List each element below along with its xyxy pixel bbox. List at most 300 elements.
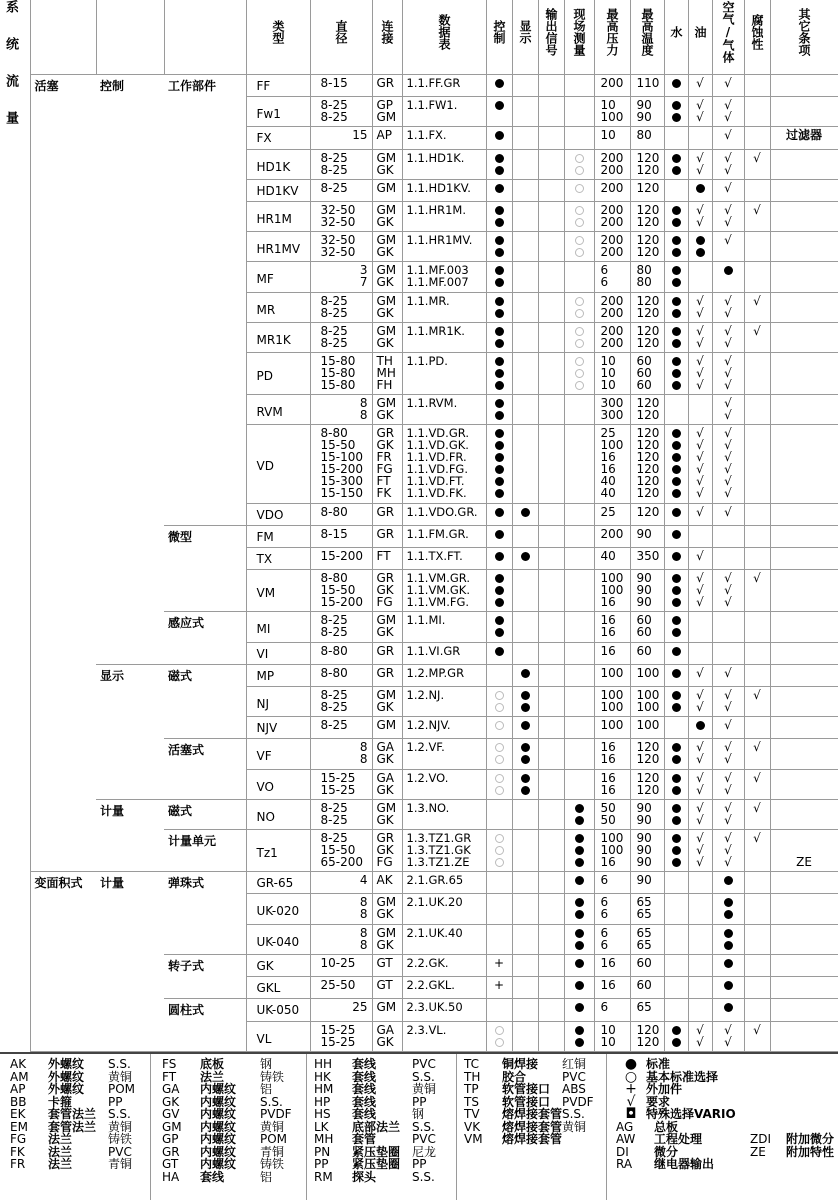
legend-material: 黄铜 xyxy=(108,1069,133,1084)
water-cell xyxy=(664,999,688,1021)
temperature-value: 60 xyxy=(636,643,652,658)
display-cell xyxy=(512,322,538,352)
control-cell xyxy=(486,1021,512,1051)
control-cell xyxy=(486,232,512,262)
connection-code: FH xyxy=(376,378,393,393)
legend-material: 尼龙 xyxy=(412,1144,437,1159)
pressure-cell xyxy=(594,977,630,999)
type-cell: UK-040 xyxy=(246,924,310,954)
other-cell xyxy=(770,75,838,97)
diameter-value: 15-100 xyxy=(320,450,364,465)
optional-circle-icon xyxy=(495,755,504,764)
legend-meaning: 外螺纹 xyxy=(48,1069,85,1084)
diameter-value: 15-80 xyxy=(320,378,356,393)
control-cell xyxy=(486,687,512,717)
temperature-cell xyxy=(630,769,664,799)
diameter-value: 8-25 xyxy=(320,335,348,350)
pressure-cell xyxy=(594,924,630,954)
temperature-value: 90 xyxy=(636,571,652,586)
standard-dot-icon xyxy=(672,647,681,656)
temperature-cell xyxy=(630,642,664,664)
temperature-cell xyxy=(630,548,664,570)
diameter-cell xyxy=(310,830,372,872)
oil-cell xyxy=(688,830,712,872)
oil-cell xyxy=(688,525,712,547)
standard-dot-icon xyxy=(521,552,530,561)
legend-code: BB xyxy=(10,1094,27,1109)
type-cell: FX xyxy=(246,127,310,149)
standard-dot-icon xyxy=(672,248,681,257)
legend-item xyxy=(750,1146,834,1159)
diameter-value: 15-80 xyxy=(320,354,356,369)
diameter-value: 32-50 xyxy=(320,203,356,218)
optional-circle-icon xyxy=(495,858,504,867)
control-cell xyxy=(486,292,512,322)
check-icon: √ xyxy=(724,215,732,230)
control-cell xyxy=(486,322,512,352)
corrosive-cell xyxy=(744,799,770,829)
air-gas-cell xyxy=(712,687,744,717)
standard-dot-icon xyxy=(495,218,504,227)
standard-dot-icon xyxy=(672,236,681,245)
datasheet-ref: 1.1.VD.FT. xyxy=(406,474,465,489)
control-cell xyxy=(486,954,512,976)
standard-dot-icon xyxy=(575,1003,584,1012)
connection-code: GM xyxy=(376,895,397,910)
pressure-value: 200 xyxy=(600,323,624,338)
pressure-value: 100 xyxy=(600,665,624,680)
diameter-cell xyxy=(310,570,372,612)
datasheet-cell xyxy=(402,664,486,686)
diameter-value: 3 xyxy=(359,263,368,278)
legend-code: FK xyxy=(10,1144,25,1159)
air-gas-cell xyxy=(712,232,744,262)
temperature-cell xyxy=(630,924,664,954)
other-cell xyxy=(770,739,838,769)
function-cell: 显示 xyxy=(96,664,164,799)
check-icon: √ xyxy=(696,110,704,125)
display-cell xyxy=(512,999,538,1021)
other-cell: 过滤器 xyxy=(770,127,838,149)
temperature-value: 120 xyxy=(636,335,660,350)
connection-code: GK xyxy=(376,408,394,423)
output-cell xyxy=(538,717,564,739)
output-cell xyxy=(538,924,564,954)
check-icon: √ xyxy=(696,855,704,870)
diameter-cell xyxy=(310,999,372,1021)
standard-dot-icon xyxy=(696,184,705,193)
header-max-temp: 最高温度 xyxy=(630,0,664,75)
standard-dot-icon xyxy=(495,616,504,625)
type-cell: MP xyxy=(246,664,310,686)
output-cell xyxy=(538,75,564,97)
check-icon: √ xyxy=(753,831,761,846)
datasheet-ref: 1.1.VD.FR. xyxy=(406,450,467,465)
standard-dot-icon xyxy=(672,774,681,783)
air-gas-cell xyxy=(712,149,744,179)
diameter-cell xyxy=(310,894,372,924)
display-cell xyxy=(512,232,538,262)
connection-cell xyxy=(372,830,402,872)
function-cell: 控制 xyxy=(96,75,164,665)
standard-dot-icon xyxy=(672,166,681,175)
optional-circle-icon xyxy=(575,206,584,215)
output-cell xyxy=(538,570,564,612)
temperature-value: 90 xyxy=(636,110,652,125)
other-cell xyxy=(770,717,838,739)
temperature-cell xyxy=(630,894,664,924)
diameter-cell xyxy=(310,717,372,739)
check-icon: √ xyxy=(724,233,732,248)
water-cell xyxy=(664,739,688,769)
temperature-value: 60 xyxy=(636,955,652,970)
check-icon: √ xyxy=(696,378,704,393)
standard-dot-icon xyxy=(495,278,504,287)
diameter-value: 8 xyxy=(359,408,368,423)
pressure-cell xyxy=(594,548,630,570)
control-cell xyxy=(486,353,512,395)
connection-code: GK xyxy=(376,275,394,290)
other-cell xyxy=(770,1021,838,1051)
temperature-value: 120 xyxy=(636,438,660,453)
connection-code: GM xyxy=(376,203,397,218)
pressure-value: 50 xyxy=(600,812,616,827)
legend xyxy=(0,1052,838,1200)
legend-code: EK xyxy=(10,1107,26,1121)
temperature-cell xyxy=(630,149,664,179)
standard-dot-icon xyxy=(521,703,530,712)
check-icon: √ xyxy=(724,843,732,858)
standard-dot-icon xyxy=(495,266,504,275)
temperature-cell xyxy=(630,425,664,503)
temperature-value: 120 xyxy=(636,1022,660,1037)
legend-item xyxy=(464,1133,594,1146)
datasheet-cell xyxy=(402,1021,486,1051)
check-icon: √ xyxy=(696,504,704,519)
plus-icon: + xyxy=(493,955,505,970)
optional-circle-icon xyxy=(495,834,504,843)
check-icon: √ xyxy=(724,450,732,465)
air-gas-cell xyxy=(712,292,744,322)
pressure-cell xyxy=(594,570,630,612)
oil-cell xyxy=(688,202,712,232)
check-icon: √ xyxy=(696,700,704,715)
check-icon: √ xyxy=(724,571,732,586)
datasheet-ref: 1.1.VI.GR xyxy=(406,643,461,658)
optional-circle-icon xyxy=(495,846,504,855)
legend-code: FS xyxy=(162,1057,177,1071)
output-cell xyxy=(538,799,564,829)
air-gas-cell xyxy=(712,642,744,664)
diameter-value: 8-80 xyxy=(320,665,348,680)
air-gas-cell xyxy=(712,999,744,1021)
standard-dot-icon xyxy=(495,327,504,336)
temperature-value: 80 xyxy=(636,128,652,143)
pressure-cell xyxy=(594,322,630,352)
standard-dot-icon xyxy=(672,441,681,450)
field-cell xyxy=(564,525,594,547)
air-gas-cell xyxy=(712,525,744,547)
legend-meaning: 熔焊接套管 xyxy=(502,1119,563,1134)
temperature-cell xyxy=(630,97,664,127)
connection-code: TH xyxy=(376,354,393,369)
corrosive-cell xyxy=(744,525,770,547)
standard-dot-icon xyxy=(672,154,681,163)
field-cell xyxy=(564,642,594,664)
other-cell xyxy=(770,799,838,829)
standard-dot-icon xyxy=(724,266,733,275)
datasheet-ref: 1.1.FX. xyxy=(406,128,447,143)
standard-dot-icon xyxy=(521,721,530,730)
type-cell: FM xyxy=(246,525,310,547)
datasheet-ref: 1.2.VF. xyxy=(406,740,445,755)
optional-circle-icon xyxy=(495,691,504,700)
diameter-value: 8-25 xyxy=(320,162,348,177)
diameter-cell xyxy=(310,179,372,201)
diameter-value: 25-50 xyxy=(320,978,356,993)
legend-meaning: 套线 xyxy=(200,1169,225,1184)
display-cell xyxy=(512,769,538,799)
control-cell xyxy=(486,149,512,179)
field-cell xyxy=(564,322,594,352)
datasheet-ref: 1.1.TX.FT. xyxy=(406,549,463,564)
standard-dot-icon xyxy=(495,154,504,163)
check-icon: √ xyxy=(724,474,732,489)
datasheet-ref: 2.2.GK. xyxy=(406,955,449,970)
pressure-value: 10 xyxy=(600,98,616,113)
type-cell: VDO xyxy=(246,503,310,525)
air-gas-cell xyxy=(712,395,744,425)
control-cell xyxy=(486,999,512,1021)
check-icon: √ xyxy=(724,812,732,827)
field-cell xyxy=(564,977,594,999)
legend-material: S.S. xyxy=(412,1069,435,1084)
legend-meaning: 要求 xyxy=(646,1094,671,1109)
check-icon: √ xyxy=(724,396,732,411)
connection-code: GR xyxy=(376,831,395,846)
temperature-value: 60 xyxy=(636,625,652,640)
field-cell xyxy=(564,262,594,292)
other-cell xyxy=(770,612,838,642)
water-cell xyxy=(664,262,688,292)
standard-dot-icon xyxy=(696,721,705,730)
water-cell xyxy=(664,769,688,799)
standard-dot-icon xyxy=(521,669,530,678)
output-cell xyxy=(538,894,564,924)
legend-material: 铝 xyxy=(260,1169,273,1184)
diameter-cell xyxy=(310,232,372,262)
legend-meaning: 外加件 xyxy=(646,1082,683,1096)
control-cell xyxy=(486,977,512,999)
legend-code: ● xyxy=(624,1056,638,1072)
pressure-cell xyxy=(594,739,630,769)
datasheet-ref: 1.1.VM.FG. xyxy=(406,595,470,610)
pressure-value: 6 xyxy=(600,925,609,940)
pressure-value: 6 xyxy=(600,895,609,910)
legend-meaning: 熔焊接套管 xyxy=(502,1132,563,1146)
legend-code: VM xyxy=(464,1132,483,1146)
oil-cell xyxy=(688,717,712,739)
pressure-cell xyxy=(594,894,630,924)
temperature-cell xyxy=(630,353,664,395)
datasheet-cell xyxy=(402,642,486,664)
datasheet-cell xyxy=(402,525,486,547)
standard-dot-icon xyxy=(575,929,584,938)
datasheet-ref: 2.2.GKL. xyxy=(406,978,455,993)
connection-cell xyxy=(372,739,402,769)
oil-cell xyxy=(688,503,712,525)
optional-circle-icon xyxy=(575,166,584,175)
datasheet-ref: 1.2.NJV. xyxy=(406,718,451,733)
pressure-value: 200 xyxy=(600,162,624,177)
legend-material: PVC xyxy=(412,1132,436,1146)
legend-meaning: 内螺纹 xyxy=(200,1144,237,1159)
other-cell xyxy=(770,999,838,1021)
temperature-value: 90 xyxy=(636,800,652,815)
datasheet-ref: 1.1.VD.FK. xyxy=(406,486,467,501)
diameter-value: 15-25 xyxy=(320,782,356,797)
diameter-value: 7 xyxy=(359,275,368,290)
system-flow-label: 系统流量 xyxy=(3,0,18,148)
check-icon: √ xyxy=(753,203,761,218)
oil-cell xyxy=(688,179,712,201)
check-icon: √ xyxy=(724,128,732,143)
output-cell xyxy=(538,872,564,894)
connection-code: FG xyxy=(376,462,393,477)
standard-dot-icon xyxy=(672,266,681,275)
output-cell xyxy=(538,127,564,149)
output-cell xyxy=(538,612,564,642)
legend-item xyxy=(750,1133,834,1146)
subtype-cell: 磁式 xyxy=(164,664,246,739)
diameter-value: 8-25 xyxy=(320,293,348,308)
control-cell xyxy=(486,179,512,201)
table-row xyxy=(0,664,838,686)
temperature-value: 120 xyxy=(636,740,660,755)
legend-meaning: 内螺纹 xyxy=(200,1107,237,1121)
connection-cell xyxy=(372,977,402,999)
diameter-value: 15-150 xyxy=(320,486,364,501)
type-cell: MF xyxy=(246,262,310,292)
other-cell xyxy=(770,395,838,425)
standard-dot-icon xyxy=(575,816,584,825)
temperature-value: 120 xyxy=(636,293,660,308)
standard-dot-icon xyxy=(495,357,504,366)
temperature-cell xyxy=(630,179,664,201)
connection-code: GR xyxy=(376,426,395,441)
datasheet-ref: 1.1.MR. xyxy=(406,293,450,308)
water-cell xyxy=(664,799,688,829)
temperature-value: 120 xyxy=(636,450,660,465)
connection-code: GM xyxy=(376,150,397,165)
standard-dot-icon xyxy=(724,941,733,950)
air-gas-cell xyxy=(712,127,744,149)
legend-material: 黄铜 xyxy=(412,1082,437,1096)
datasheet-ref: 1.1.HD1KV. xyxy=(406,180,471,195)
type-cell: MI xyxy=(246,612,310,642)
temperature-value: 120 xyxy=(636,233,660,248)
legend-meaning: 套线 xyxy=(352,1107,377,1121)
check-icon: √ xyxy=(724,366,732,381)
check-icon: √ xyxy=(724,110,732,125)
connection-cell xyxy=(372,642,402,664)
standard-dot-icon xyxy=(495,574,504,583)
check-icon: √ xyxy=(753,740,761,755)
output-cell xyxy=(538,179,564,201)
air-gas-cell xyxy=(712,977,744,999)
connection-code: GK xyxy=(376,305,394,320)
corrosive-cell xyxy=(744,894,770,924)
standard-dot-icon xyxy=(521,508,530,517)
legend-meaning: 套管法兰 xyxy=(48,1119,97,1134)
connection-code: FT xyxy=(376,549,391,564)
legend-item xyxy=(616,1133,736,1146)
diameter-value: 15-50 xyxy=(320,583,356,598)
datasheet-cell xyxy=(402,769,486,799)
water-cell xyxy=(664,202,688,232)
legend-material: 钢 xyxy=(412,1107,425,1121)
type-cell: VM xyxy=(246,570,310,612)
connection-code: GK xyxy=(376,843,394,858)
diameter-value: 8-80 xyxy=(320,504,348,519)
legend-meaning: 基本标准选择 xyxy=(646,1069,719,1084)
diameter-cell xyxy=(310,97,372,127)
connection-cell xyxy=(372,353,402,395)
check-icon: √ xyxy=(696,688,704,703)
standard-dot-icon xyxy=(672,1026,681,1035)
oil-cell xyxy=(688,395,712,425)
field-cell xyxy=(564,999,594,1021)
display-cell xyxy=(512,97,538,127)
pressure-value: 100 xyxy=(600,583,624,598)
corrosive-cell xyxy=(744,262,770,292)
datasheet-ref: 2.1.UK.20 xyxy=(406,895,463,910)
check-icon: √ xyxy=(753,293,761,308)
pressure-cell xyxy=(594,612,630,642)
check-icon: √ xyxy=(696,366,704,381)
pressure-value: 10 xyxy=(600,366,616,381)
air-gas-cell xyxy=(712,1021,744,1051)
control-cell xyxy=(486,664,512,686)
legend-meaning: 特殊选择VARIO xyxy=(646,1107,736,1121)
display-cell xyxy=(512,179,538,201)
standard-dot-icon xyxy=(724,981,733,990)
display-cell xyxy=(512,872,538,894)
connection-code: AP xyxy=(376,128,392,143)
standard-dot-icon xyxy=(575,846,584,855)
air-gas-cell xyxy=(712,830,744,872)
pressure-value: 10 xyxy=(600,354,616,369)
water-cell xyxy=(664,872,688,894)
connection-cell xyxy=(372,687,402,717)
check-icon: √ xyxy=(724,1034,732,1049)
standard-dot-icon xyxy=(495,381,504,390)
check-icon: √ xyxy=(696,323,704,338)
connection-code: GR xyxy=(376,665,395,680)
type-cell: VD xyxy=(246,425,310,503)
type-cell: GR-65 xyxy=(246,872,310,894)
corrosive-cell xyxy=(744,127,770,149)
standard-dot-icon xyxy=(575,858,584,867)
pressure-value: 300 xyxy=(600,408,624,423)
legend-material: 钢 xyxy=(260,1057,273,1071)
subtype-cell: 工作部件 xyxy=(164,75,246,526)
diameter-value: 15-200 xyxy=(320,595,364,610)
field-cell xyxy=(564,202,594,232)
datasheet-ref: 1.3.NO. xyxy=(406,800,450,815)
display-cell xyxy=(512,127,538,149)
check-icon: √ xyxy=(696,438,704,453)
